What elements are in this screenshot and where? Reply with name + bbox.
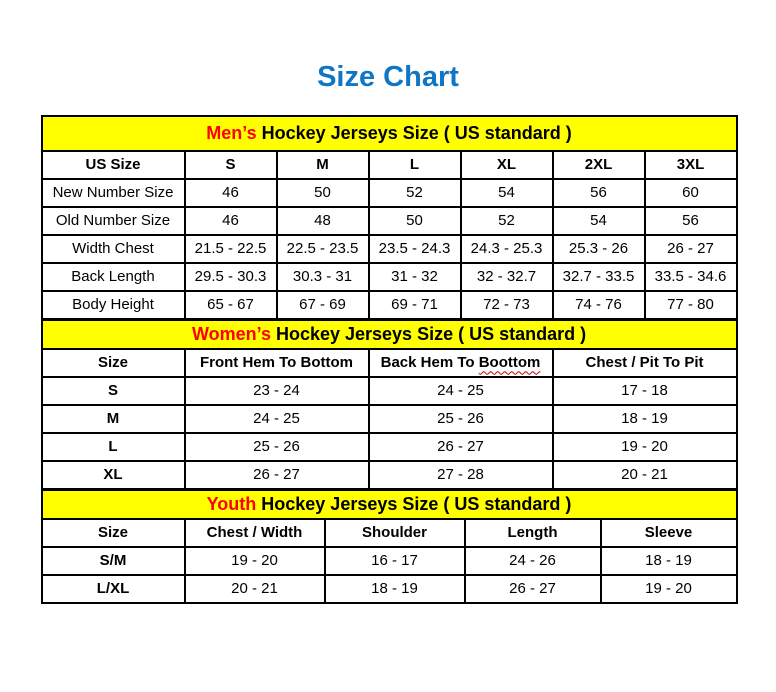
- size-value-cell: 18 - 19: [601, 547, 737, 575]
- size-value-cell: 50: [369, 207, 461, 235]
- size-value-cell: 67 - 69: [277, 291, 369, 319]
- size-value-cell: 25 - 26: [369, 405, 553, 433]
- column-header-cell: Size: [42, 349, 185, 377]
- column-header-cell: Front Hem To Bottom: [185, 349, 369, 377]
- size-value-cell: 54: [461, 179, 553, 207]
- size-value-cell: 54: [553, 207, 645, 235]
- womens-section-header-cell: [42, 320, 737, 349]
- womens-column-header-row: [42, 349, 737, 377]
- size-value-cell: 24 - 25: [185, 405, 369, 433]
- size-value-cell: 17 - 18: [553, 377, 737, 405]
- size-value-cell: 77 - 80: [645, 291, 737, 319]
- mens-size-table: [41, 115, 738, 320]
- column-header-cell: Sleeve: [601, 519, 737, 547]
- size-value-cell: 32.7 - 33.5: [553, 263, 645, 291]
- size-value-cell: 25 - 26: [185, 433, 369, 461]
- size-value-cell: 26 - 27: [645, 235, 737, 263]
- column-header-cell: S: [185, 151, 277, 179]
- size-value-cell: 19 - 20: [553, 433, 737, 461]
- size-value-cell: 32 - 32.7: [461, 263, 553, 291]
- table-row: [42, 263, 737, 291]
- column-header-cell: XL: [461, 151, 553, 179]
- size-value-cell: 56: [645, 207, 737, 235]
- size-chart-page: [0, 62, 776, 692]
- size-value-cell: 72 - 73: [461, 291, 553, 319]
- column-header-cell: Chest / Pit To Pit: [553, 349, 737, 377]
- row-label-cell: S: [42, 377, 185, 405]
- youth-column-header-row: [42, 519, 737, 547]
- womens-section-header-row: [42, 320, 737, 349]
- table-row: [42, 575, 737, 603]
- size-value-cell: 24 - 26: [465, 547, 601, 575]
- row-label-cell: S/M: [42, 547, 185, 575]
- size-value-cell: 20 - 21: [185, 575, 325, 603]
- row-label-cell: Body Height: [42, 291, 185, 319]
- size-value-cell: 56: [553, 179, 645, 207]
- size-value-cell: 16 - 17: [325, 547, 465, 575]
- column-header-cell: US Size: [42, 151, 185, 179]
- size-value-cell: 27 - 28: [369, 461, 553, 489]
- size-value-cell: 18 - 19: [553, 405, 737, 433]
- mens-section-header-cell: [42, 116, 737, 151]
- size-value-cell: 29.5 - 30.3: [185, 263, 277, 291]
- table-row: [42, 207, 737, 235]
- size-value-cell: 25.3 - 26: [553, 235, 645, 263]
- column-header-cell: 3XL: [645, 151, 737, 179]
- column-header-cell: Shoulder: [325, 519, 465, 547]
- row-label-cell: Old Number Size: [42, 207, 185, 235]
- row-label-cell: Back Length: [42, 263, 185, 291]
- size-value-cell: 19 - 20: [185, 547, 325, 575]
- youth-section-header-cell: [42, 490, 737, 519]
- row-label-cell: L: [42, 433, 185, 461]
- table-row: [42, 405, 737, 433]
- size-value-cell: 23.5 - 24.3: [369, 235, 461, 263]
- size-value-cell: 26 - 27: [369, 433, 553, 461]
- table-row: [42, 291, 737, 319]
- row-label-cell: L/XL: [42, 575, 185, 603]
- size-value-cell: 60: [645, 179, 737, 207]
- youth-heading-accent: Youth: [206, 494, 257, 515]
- size-value-cell: 50: [277, 179, 369, 207]
- size-value-cell: 21.5 - 22.5: [185, 235, 277, 263]
- size-value-cell: 46: [185, 179, 277, 207]
- column-header-text: Back Hem To: [380, 354, 479, 372]
- column-header-cell: Size: [42, 519, 185, 547]
- size-value-cell: 33.5 - 34.6: [645, 263, 737, 291]
- table-row: [42, 377, 737, 405]
- size-value-cell: 20 - 21: [553, 461, 737, 489]
- size-value-cell: 24 - 25: [369, 377, 553, 405]
- womens-heading-accent: Women’s: [191, 324, 271, 345]
- size-value-cell: 74 - 76: [553, 291, 645, 319]
- mens-heading-rest: Hockey Jerseys Size ( US standard ): [256, 123, 572, 144]
- table-row: [42, 235, 737, 263]
- row-label-cell: M: [42, 405, 185, 433]
- youth-heading-rest: Hockey Jerseys Size ( US standard ): [256, 494, 572, 515]
- size-value-cell: 52: [369, 179, 461, 207]
- size-value-cell: 48: [277, 207, 369, 235]
- misspelled-word-spellcheck: Boottom: [478, 354, 541, 372]
- row-label-cell: New Number Size: [42, 179, 185, 207]
- table-row: [42, 547, 737, 575]
- row-label-cell: Width Chest: [42, 235, 185, 263]
- size-value-cell: 52: [461, 207, 553, 235]
- size-value-cell: 46: [185, 207, 277, 235]
- size-chart-tables: [41, 115, 736, 604]
- size-value-cell: 22.5 - 23.5: [277, 235, 369, 263]
- table-row: [42, 179, 737, 207]
- row-label-cell: XL: [42, 461, 185, 489]
- size-value-cell: 23 - 24: [185, 377, 369, 405]
- table-row: [42, 461, 737, 489]
- womens-size-table: [41, 319, 738, 490]
- size-value-cell: 65 - 67: [185, 291, 277, 319]
- size-value-cell: 26 - 27: [185, 461, 369, 489]
- size-value-cell: 19 - 20: [601, 575, 737, 603]
- column-header-cell: [369, 349, 553, 377]
- size-value-cell: 30.3 - 31: [277, 263, 369, 291]
- mens-column-header-row: [42, 151, 737, 179]
- column-header-cell: L: [369, 151, 461, 179]
- table-row: [42, 433, 737, 461]
- page-title: Size Chart: [317, 61, 459, 93]
- column-header-cell: 2XL: [553, 151, 645, 179]
- column-header-cell: M: [277, 151, 369, 179]
- size-value-cell: 26 - 27: [465, 575, 601, 603]
- mens-heading-accent: Men’s: [206, 123, 257, 144]
- size-value-cell: 24.3 - 25.3: [461, 235, 553, 263]
- size-value-cell: 69 - 71: [369, 291, 461, 319]
- size-value-cell: 18 - 19: [325, 575, 465, 603]
- youth-size-table: [41, 489, 738, 604]
- column-header-cell: Chest / Width: [185, 519, 325, 547]
- column-header-cell: Length: [465, 519, 601, 547]
- mens-section-header-row: [42, 116, 737, 151]
- size-value-cell: 31 - 32: [369, 263, 461, 291]
- youth-section-header-row: [42, 490, 737, 519]
- womens-heading-rest: Hockey Jerseys Size ( US standard ): [270, 324, 587, 345]
